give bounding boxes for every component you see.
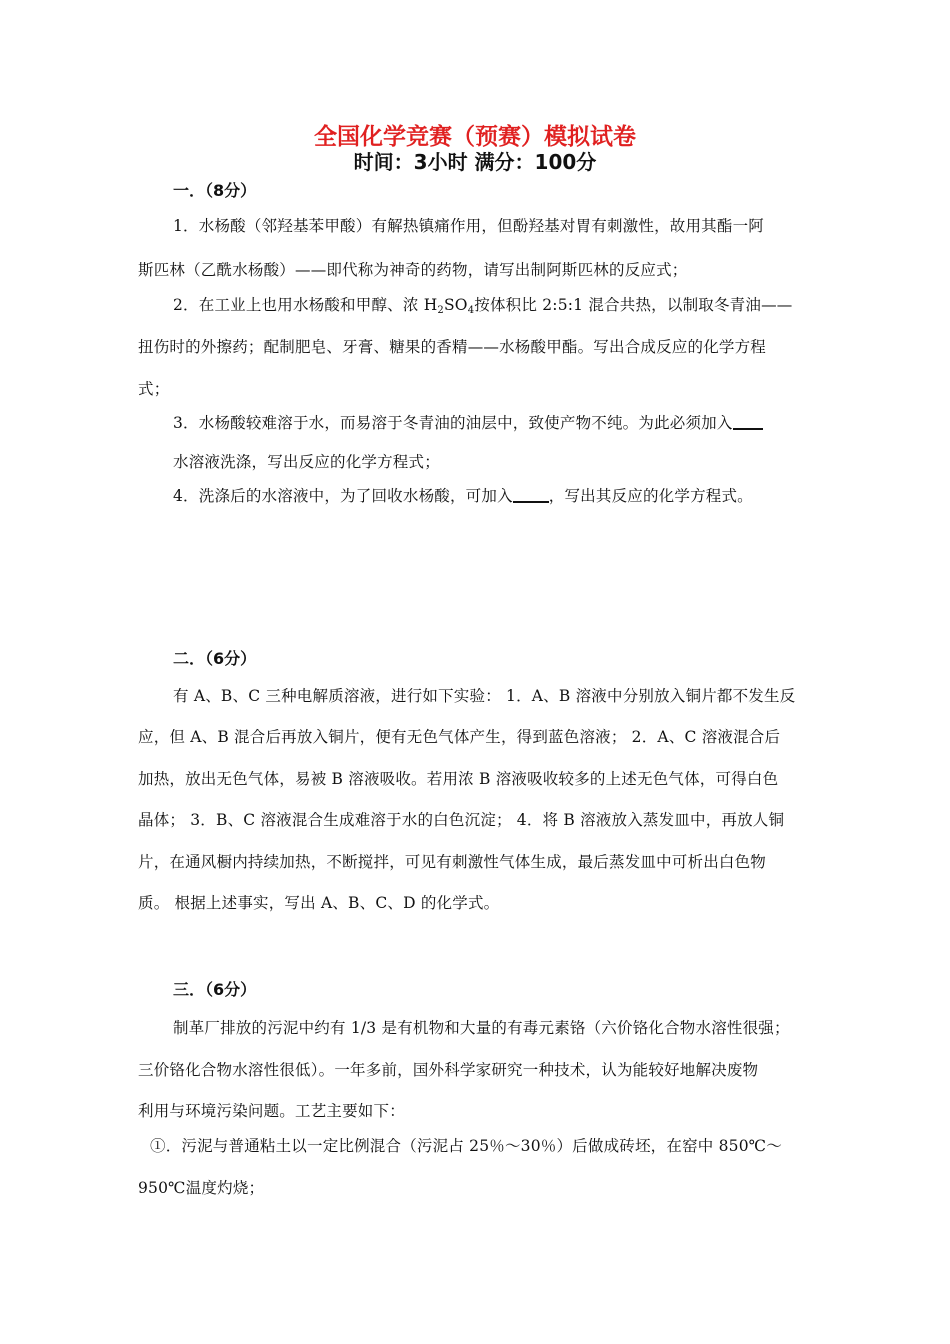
- section-3-heading: 三．（6分）: [173, 980, 257, 999]
- s3-line-4: ①．污泥与普通粘土以一定比例混合（污泥占 25％～30％）后做成砖坯，在窑中 850℃～: [150, 1137, 783, 1155]
- s3-line-2: 三价铬化合物水溶性很低）。一年多前，国外科学家研究一种技术，认为能较好地解决废物: [138, 1061, 759, 1079]
- s2-line-5: 片，在通风橱内持续加热，不断搅拌，可见有刺激性气体生成，最后蒸发皿中可析出白色物: [138, 853, 767, 871]
- s1-line-5: 式；: [138, 380, 170, 398]
- answer-blank-2[interactable]: [513, 487, 549, 503]
- s3-line-1: 制革厂排放的污泥中约有 1/3 是有机物和大量的有毒元素铬（六价铬化合物水溶性很强；: [173, 1019, 790, 1037]
- s2-line-6: 质。 根据上述事实，写出 A、B、C、D 的化学式。: [138, 894, 500, 912]
- s2-line-1: 有 A、B、C 三种电解质溶液，进行如下实验： 1．A、B 溶液中分别放入铜片都不发生反: [173, 687, 796, 705]
- s2-line-2: 应，但 A、B 混合后再放入铜片，便有无色气体产生，得到蓝色溶液； 2．A、C 溶液混合后: [138, 728, 781, 746]
- s1-line-6: 3．水杨酸较难溶于水，而易溶于冬青油的油层中，致使产物不纯。为此必须加入: [173, 411, 763, 433]
- answer-blank-1[interactable]: [733, 414, 763, 430]
- s2-line-4: 晶体； 3．B、C 溶液混合生成难溶于水的白色沉淀； 4．将 B 溶液放入蒸发皿中，再放人铜: [138, 811, 785, 829]
- s1-line-2: 斯匹林（乙酰水杨酸）——即代称为神奇的药物，请写出制阿斯匹林的反应式；: [138, 261, 688, 279]
- s1-line-8: 4．洗涤后的水溶液中，为了回收水杨酸，可加入 ，写出其反应的化学方程式。: [173, 487, 753, 505]
- s1-line-3: 2．在工业上也用水杨酸和甲醇、浓 $H_2SO_4$按体积比 2:5:1 混合共热，以制取冬青油——: [173, 296, 793, 316]
- s1-line-1: 1．水杨酸（邻羟基苯甲酸）有解热镇痛作用，但酚羟基对胃有刺激性，故用其酯一阿: [173, 217, 764, 235]
- s2-line-3: 加热，放出无色气体，易被 B 溶液吸收。若用浓 B 溶液吸收较多的上述无色气体，可得白色: [138, 770, 779, 788]
- s1-line-7: 水溶液洗涤，写出反应的化学方程式；: [173, 453, 440, 471]
- exam-title: 全国化学竞赛（预赛）模拟试卷: [314, 124, 636, 150]
- s3-line-3: 利用与环境污染问题。工艺主要如下：: [138, 1102, 405, 1120]
- section-2-heading: 二．（6分）: [173, 649, 257, 668]
- exam-subtitle: 时间：3小时 满分：100分: [353, 150, 597, 174]
- section-1-heading: 一．（8分）: [173, 181, 257, 200]
- s1-line-4: 扭伤时的外擦药；配制肥皂、牙膏、糖果的香精——水杨酸甲酯。写出合成反应的化学方程: [138, 338, 767, 356]
- s3-line-5: 950℃温度灼烧；: [138, 1179, 265, 1197]
